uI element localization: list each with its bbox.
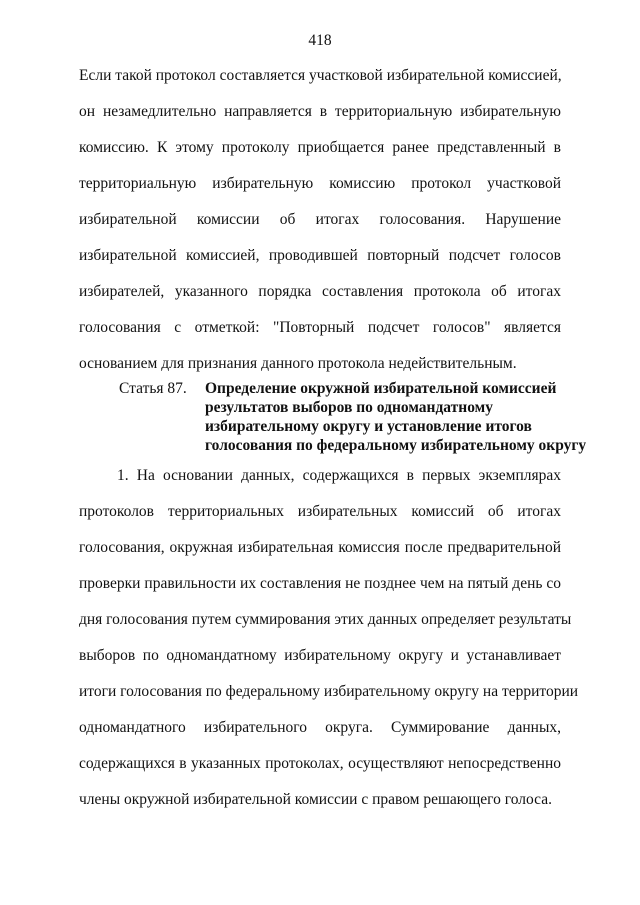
page-number: 418 [308, 32, 332, 49]
article-heading-line: избирательному округу и установление итогов [205, 418, 532, 435]
paragraph-line: он незамедлительно направляется в территориальную избирательную [79, 103, 561, 120]
paragraph-line: содержащихся в указанных протоколах, осуществляют непосредственно [79, 755, 561, 772]
article-heading-line: Определение окружной избирательной комиссией [205, 380, 557, 397]
paragraph-line: территориальную избирательную комиссию протокол участковой [79, 175, 561, 192]
article-heading [205, 379, 586, 455]
article-heading-line: голосования по федеральному избирательному округу [205, 437, 587, 454]
paragraph-line: члены окружной избирательной комиссии с правом решающего голоса. [79, 791, 552, 808]
paragraph-2 [79, 466, 579, 826]
article-label: Статья 87. [119, 380, 187, 397]
paragraph-1 [79, 66, 561, 390]
paragraph-line: избирателей, указанного порядка составления протокола об итогах [79, 283, 561, 300]
paragraph-line: избирательной комиссией, проводившей повторный подсчет голосов [79, 247, 561, 264]
paragraph-line: итоги голосования по федеральному избирательному округу на территории [79, 683, 579, 700]
paragraph-line: голосования, окружная избирательная комиссия после предварительной [79, 539, 561, 556]
article-heading-line: результатов выборов по одномандатному [205, 399, 493, 416]
paragraph-line: выборов по одномандатному избирательному округу и устанавливает [79, 647, 561, 664]
paragraph-line: 1. На основании данных, содержащихся в первых экземплярах [117, 467, 561, 484]
paragraph-line: избирательной комиссии об итогах голосования. Нарушение [79, 211, 561, 228]
paragraph-line: комиссию. К этому протоколу приобщается ранее представленный в [79, 139, 561, 156]
paragraph-line: дня голосования путем суммирования этих данных определяет результаты [79, 611, 572, 628]
paragraph-line: проверки правильности их составления не позднее чем на пятый день со [79, 575, 561, 592]
paragraph-line: одномандатного избирательного округа. Суммирование данных, [79, 719, 561, 736]
paragraph-line: основанием для признания данного протокола недействительным. [79, 355, 517, 372]
paragraph-line: Если такой протокол составляется участковой избирательной комиссией, [79, 67, 562, 84]
paragraph-line: протоколов территориальных избирательных комиссий об итогах [79, 503, 561, 520]
paragraph-line: голосования с отметкой: "Повторный подсчет голосов" является [79, 319, 561, 336]
